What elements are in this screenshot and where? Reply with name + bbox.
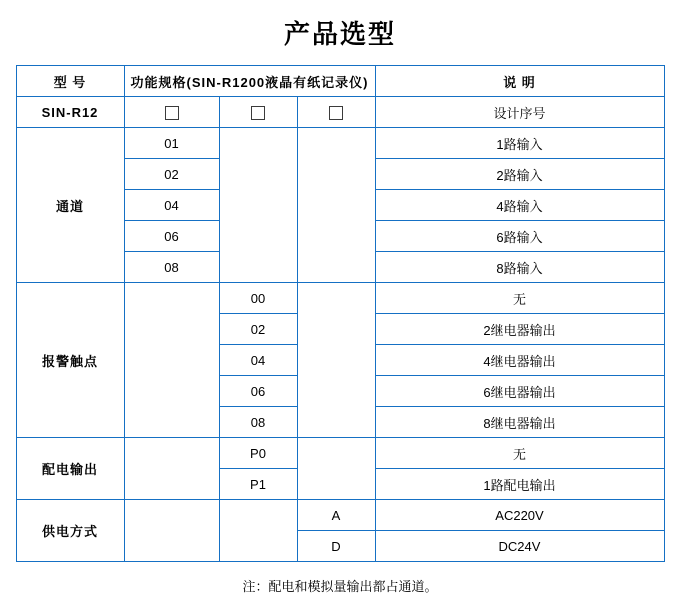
channel-desc: 6路输入 [375, 221, 664, 252]
channel-desc: 8路输入 [375, 252, 664, 283]
checkbox-icon[interactable] [329, 106, 343, 120]
alarm-code: 04 [219, 345, 297, 376]
checkbox-icon[interactable] [165, 106, 179, 120]
alarm-spacer-d [297, 283, 375, 438]
model-checkbox-cell-1 [124, 97, 219, 128]
alarm-code: 00 [219, 283, 297, 314]
alarm-desc: 6继电器输出 [375, 376, 664, 407]
table-row [16, 97, 664, 128]
group-label-power-distribution: 配电输出 [16, 438, 124, 500]
channel-code: 06 [124, 221, 219, 252]
supply-spacer-c [219, 500, 297, 562]
alarm-code: 06 [219, 376, 297, 407]
page-title: 产品选型 [283, 19, 396, 49]
product-selection-table [16, 65, 665, 562]
channel-desc: 4路输入 [375, 190, 664, 221]
channel-code: 08 [124, 252, 219, 283]
header-model: 型 号 [16, 66, 124, 97]
power-code: P1 [219, 469, 297, 500]
channel-code: 02 [124, 159, 219, 190]
table-row [16, 500, 664, 531]
checkbox-icon[interactable] [251, 106, 265, 120]
channel-desc: 2路输入 [375, 159, 664, 190]
table-row [16, 283, 664, 314]
channel-spacer-c [219, 128, 297, 283]
table-row [16, 128, 664, 159]
alarm-spacer-b [124, 283, 219, 438]
supply-desc: AC220V [375, 500, 664, 531]
supply-code: D [297, 531, 375, 562]
channel-code: 04 [124, 190, 219, 221]
power-spacer-b [124, 438, 219, 500]
header-function-spec: 功能规格(SIN-R1200液晶有纸记录仪) [124, 66, 375, 97]
model-checkbox-cell-2 [219, 97, 297, 128]
group-label-alarm-contact: 报警触点 [16, 283, 124, 438]
power-spacer-d [297, 438, 375, 500]
channel-spacer-d [297, 128, 375, 283]
alarm-desc: 无 [375, 283, 664, 314]
table-note: 注：配电和模拟量输出都占通道。 [242, 579, 438, 594]
group-label-channel: 通道 [16, 128, 124, 283]
alarm-desc: 8继电器输出 [375, 407, 664, 438]
model-code-label: SIN-R12 [16, 97, 124, 128]
model-checkbox-cell-3 [297, 97, 375, 128]
channel-desc: 1路输入 [375, 128, 664, 159]
alarm-desc: 2继电器输出 [375, 314, 664, 345]
table-row [16, 438, 664, 469]
alarm-code: 08 [219, 407, 297, 438]
table-header-row [16, 66, 664, 97]
group-label-supply-mode: 供电方式 [16, 500, 124, 562]
alarm-code: 02 [219, 314, 297, 345]
model-description: 设计序号 [375, 97, 664, 128]
header-description: 说 明 [375, 66, 664, 97]
power-code: P0 [219, 438, 297, 469]
channel-code: 01 [124, 128, 219, 159]
supply-code: A [297, 500, 375, 531]
alarm-desc: 4继电器输出 [375, 345, 664, 376]
supply-desc: DC24V [375, 531, 664, 562]
power-desc: 1路配电输出 [375, 469, 664, 500]
power-desc: 无 [375, 438, 664, 469]
supply-spacer-b [124, 500, 219, 562]
